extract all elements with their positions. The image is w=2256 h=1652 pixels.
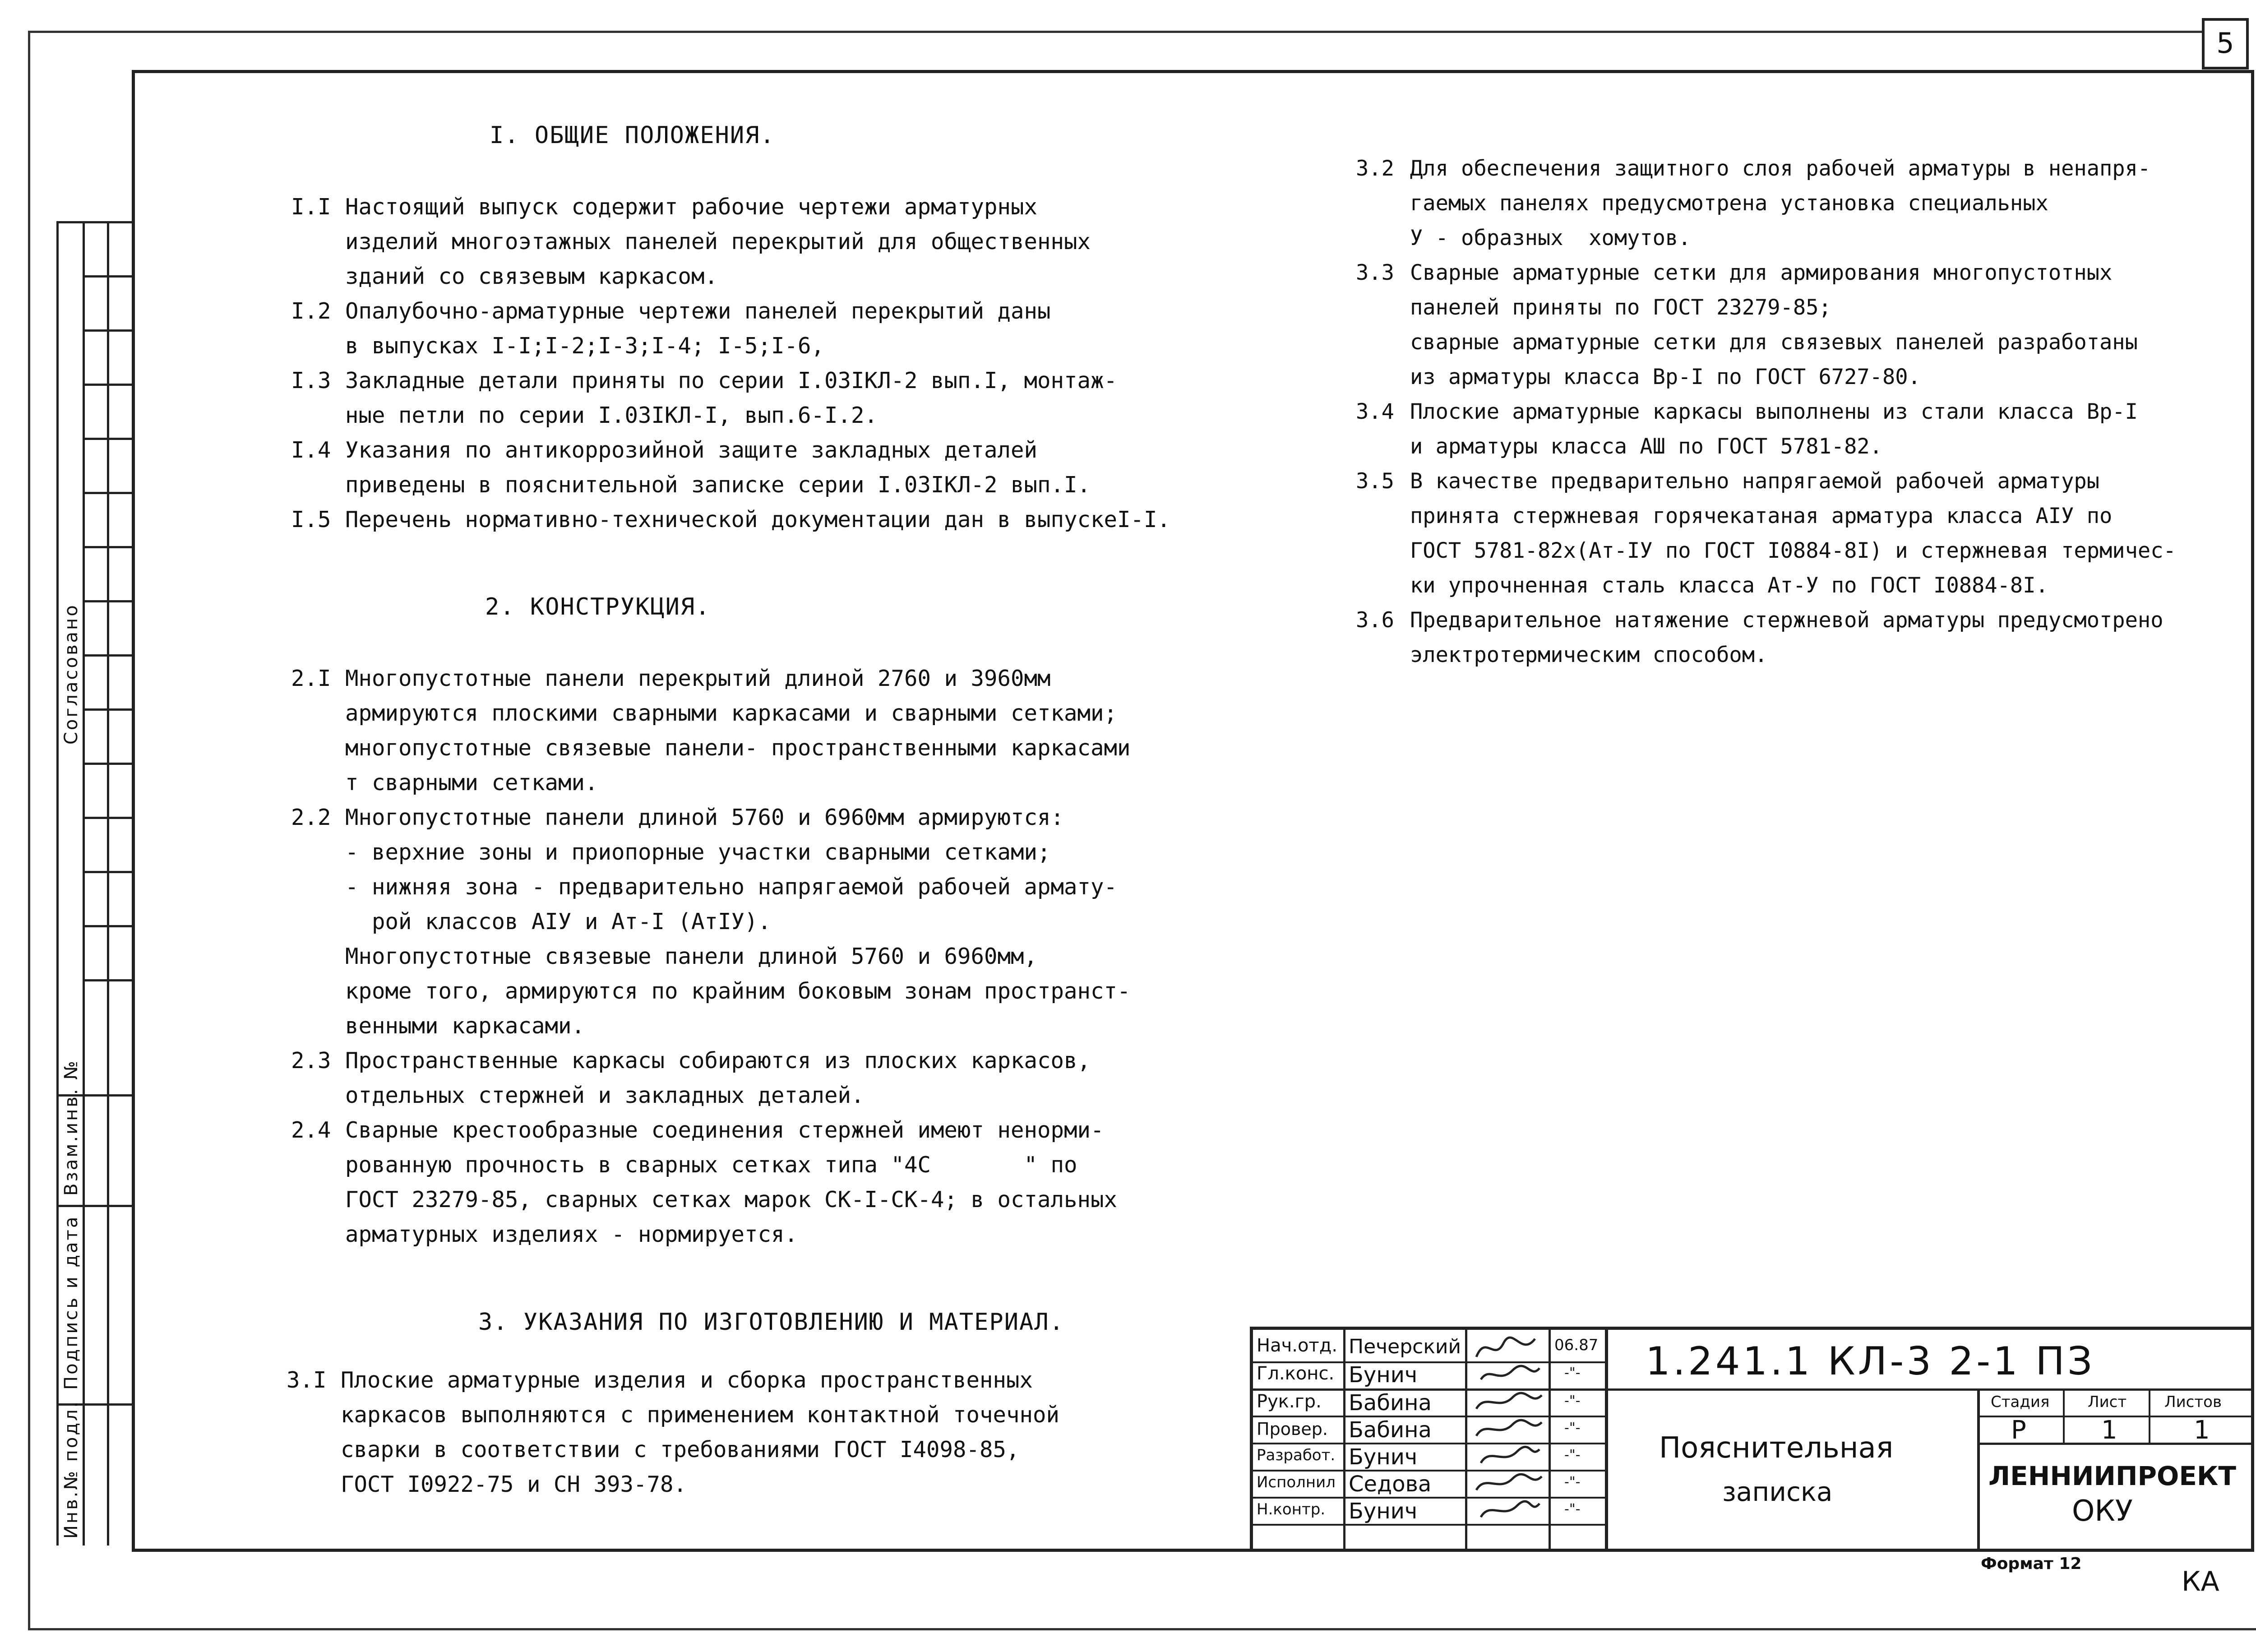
list-item: I.I Настоящий выпуск содержит рабочие чертежи арматурных изделий многоэтажных панелей перекрытий для общественных зданий со связевым каркасом.: [291, 194, 1091, 289]
doc-title-line-2: записка: [1722, 1476, 1833, 1507]
list-item: 3.4 Плоские арматурные каркасы выполнены из стали класса Вр-I и арматуры класса АШ по ГОСТ 5781-82.: [1356, 399, 2138, 459]
format-label: Формат 12: [1981, 1555, 2082, 1573]
list-item: 2.I Многопустотные панели перекрытий длиной 2760 и 3960мм армируются плоскими сварными каркасами и сварными сетками; многопустотные связевые панели- пространственными каркасами т сварными сетками.: [291, 666, 1131, 796]
page-number: 5: [2202, 18, 2249, 69]
agreed-label: Согласовано: [61, 603, 82, 745]
list-item: I.5 Перечень нормативно-технической документации дан в выпускеI-I.: [291, 507, 1171, 532]
role-cell: Провер.: [1257, 1419, 1328, 1439]
list-item: I.2 Опалубочно-арматурные чертежи панелей перекрытий даны в выпусках I-I;I-2;I-3;I-4; I-5;I-6,: [291, 298, 1051, 359]
date-cell: -"-: [1564, 1447, 1581, 1463]
side-stamp: [56, 221, 132, 1546]
role-cell: Гл.конс.: [1257, 1363, 1335, 1384]
role-cell: Нач.отд.: [1257, 1335, 1338, 1356]
role-cell: Исполнил: [1257, 1473, 1336, 1491]
doc-title-line-1: Пояснительная: [1659, 1431, 1894, 1465]
sheet-label: Лист: [2088, 1393, 2127, 1411]
sheets-label: Листов: [2164, 1393, 2222, 1411]
name-cell: Бунич: [1349, 1499, 1418, 1524]
replace-inv-label: Взам.инв. №: [61, 1059, 82, 1196]
date-cell: 06.87: [1554, 1336, 1599, 1354]
list-item: 3.3 Сварные арматурные сетки для армирования многопустотных панелей приняты по ГОСТ 23279-85; сварные арматурные сетки для связевых панелей разработаны из арматуры класса Вр-I по ГОСТ 6727-80.: [1356, 260, 2138, 389]
stage-label: Стадия: [1991, 1393, 2050, 1411]
name-cell: Бабина: [1349, 1390, 1432, 1416]
name-cell: Бунич: [1349, 1444, 1418, 1470]
inv-no-label: Инв.№ подл.: [61, 1400, 82, 1539]
name-cell: Седова: [1349, 1472, 1432, 1497]
list-item: I.4 Указания по антикоррозийной защите закладных деталей приведены в пояснительной записке серии I.03IКЛ-2 вып.I.: [291, 437, 1091, 498]
section-3-title: 3. УКАЗАНИЯ ПО ИЗГОТОВЛЕНИЮ И МАТЕРИАЛ.: [478, 1309, 1064, 1336]
list-item: 3.5 В качестве предварительно напрягаемой рабочей арматуры принята стержневая горячекатаная арматура класса АIУ по ГОСТ 5781-82х(Ат-IУ по ГОСТ I0884-8I) и стержневая термичес- ки упрочненная сталь класса Ат-У по ГОСТ I0884-8I.: [1356, 469, 2176, 598]
corner-mark: КА: [2182, 1566, 2219, 1597]
name-cell: Бунич: [1349, 1362, 1418, 1388]
list-item: 3.6 Предварительное натяжение стержневой арматуры предусмотрено электротермическим способом.: [1356, 608, 2164, 667]
list-item: 3.I Плоские арматурные изделия и сборка пространственных каркасов выполняются с применением контактной точечной сварки в соответствии с требованиями ГОСТ I4098-85, ГОСТ I0922-75 и СН 393-78.: [287, 1367, 1060, 1497]
name-cell: Бабина: [1349, 1417, 1432, 1443]
date-cell: -"-: [1564, 1501, 1581, 1517]
section-2-list: [291, 661, 1131, 1252]
list-item: 2.2 Многопустотные панели длиной 5760 и 6960мм армируются: - верхние зоны и приопорные участки сварными сетками; - нижняя зона - предварительно напрягаемой рабочей армату- рой классов АIУ и Ат-I (АтIУ). Многопустотные связевые панели длиной 5760 и 6960мм, кроме того, армируются по крайним боковым зонам пространст- венными каркасами.: [291, 805, 1131, 1039]
name-cell: Печерский: [1349, 1335, 1461, 1358]
section-3-list-left: [287, 1363, 1059, 1502]
stage-value: Р: [2011, 1416, 2026, 1445]
sign-date-label: Подпись и дата: [61, 1215, 82, 1390]
role-cell: Разработ.: [1257, 1446, 1336, 1464]
sheets-value: 1: [2194, 1416, 2210, 1445]
role-cell: Рук.гр.: [1257, 1391, 1322, 1412]
list-item: I.3 Закладные детали приняты по серии I.03IКЛ-2 вып.I, монтаж- ные петли по серии I.03IКЛ-I, вып.6-I.2.: [291, 368, 1118, 428]
org-name: ЛЕННИИПРОЕКТ: [1988, 1461, 2236, 1491]
list-item: 3.2 Для обеспечения защитного слоя рабочей арматуры в ненапря- гаемых панелях предусмотрена установка специальных У - образных хомутов.: [1356, 156, 2151, 250]
section-1-title: I. ОБЩИЕ ПОЛОЖЕНИЯ.: [490, 122, 775, 149]
title-block: [1250, 1327, 2251, 1551]
date-cell: -"-: [1564, 1365, 1581, 1381]
sheet-value: 1: [2101, 1416, 2117, 1445]
section-1-list: [291, 190, 1170, 537]
org-dept: ОКУ: [2072, 1495, 2133, 1528]
section-2-title: 2. КОНСТРУКЦИЯ.: [485, 593, 711, 620]
date-cell: -"-: [1564, 1474, 1581, 1490]
designation: 1.241.1 КЛ-3 2-1 ПЗ: [1646, 1339, 2095, 1384]
role-cell: Н.контр.: [1257, 1500, 1326, 1518]
date-cell: -"-: [1564, 1420, 1581, 1436]
signatures: [1467, 1330, 1549, 1551]
section-3-list-right: [1356, 151, 2176, 672]
list-item: 2.3 Пространственные каркасы собираются из плоских каркасов, отдельных стержней и закладных деталей.: [291, 1048, 1091, 1108]
date-cell: -"-: [1564, 1393, 1581, 1409]
list-item: 2.4 Сварные крестообразные соединения стержней имеют ненорми- рованную прочность в сварных сетках типа "4С " по ГОСТ 23279-85, сварных сетках марок СК-I-СК-4; в остальных арматурных изделиях - нормируется.: [291, 1117, 1118, 1247]
